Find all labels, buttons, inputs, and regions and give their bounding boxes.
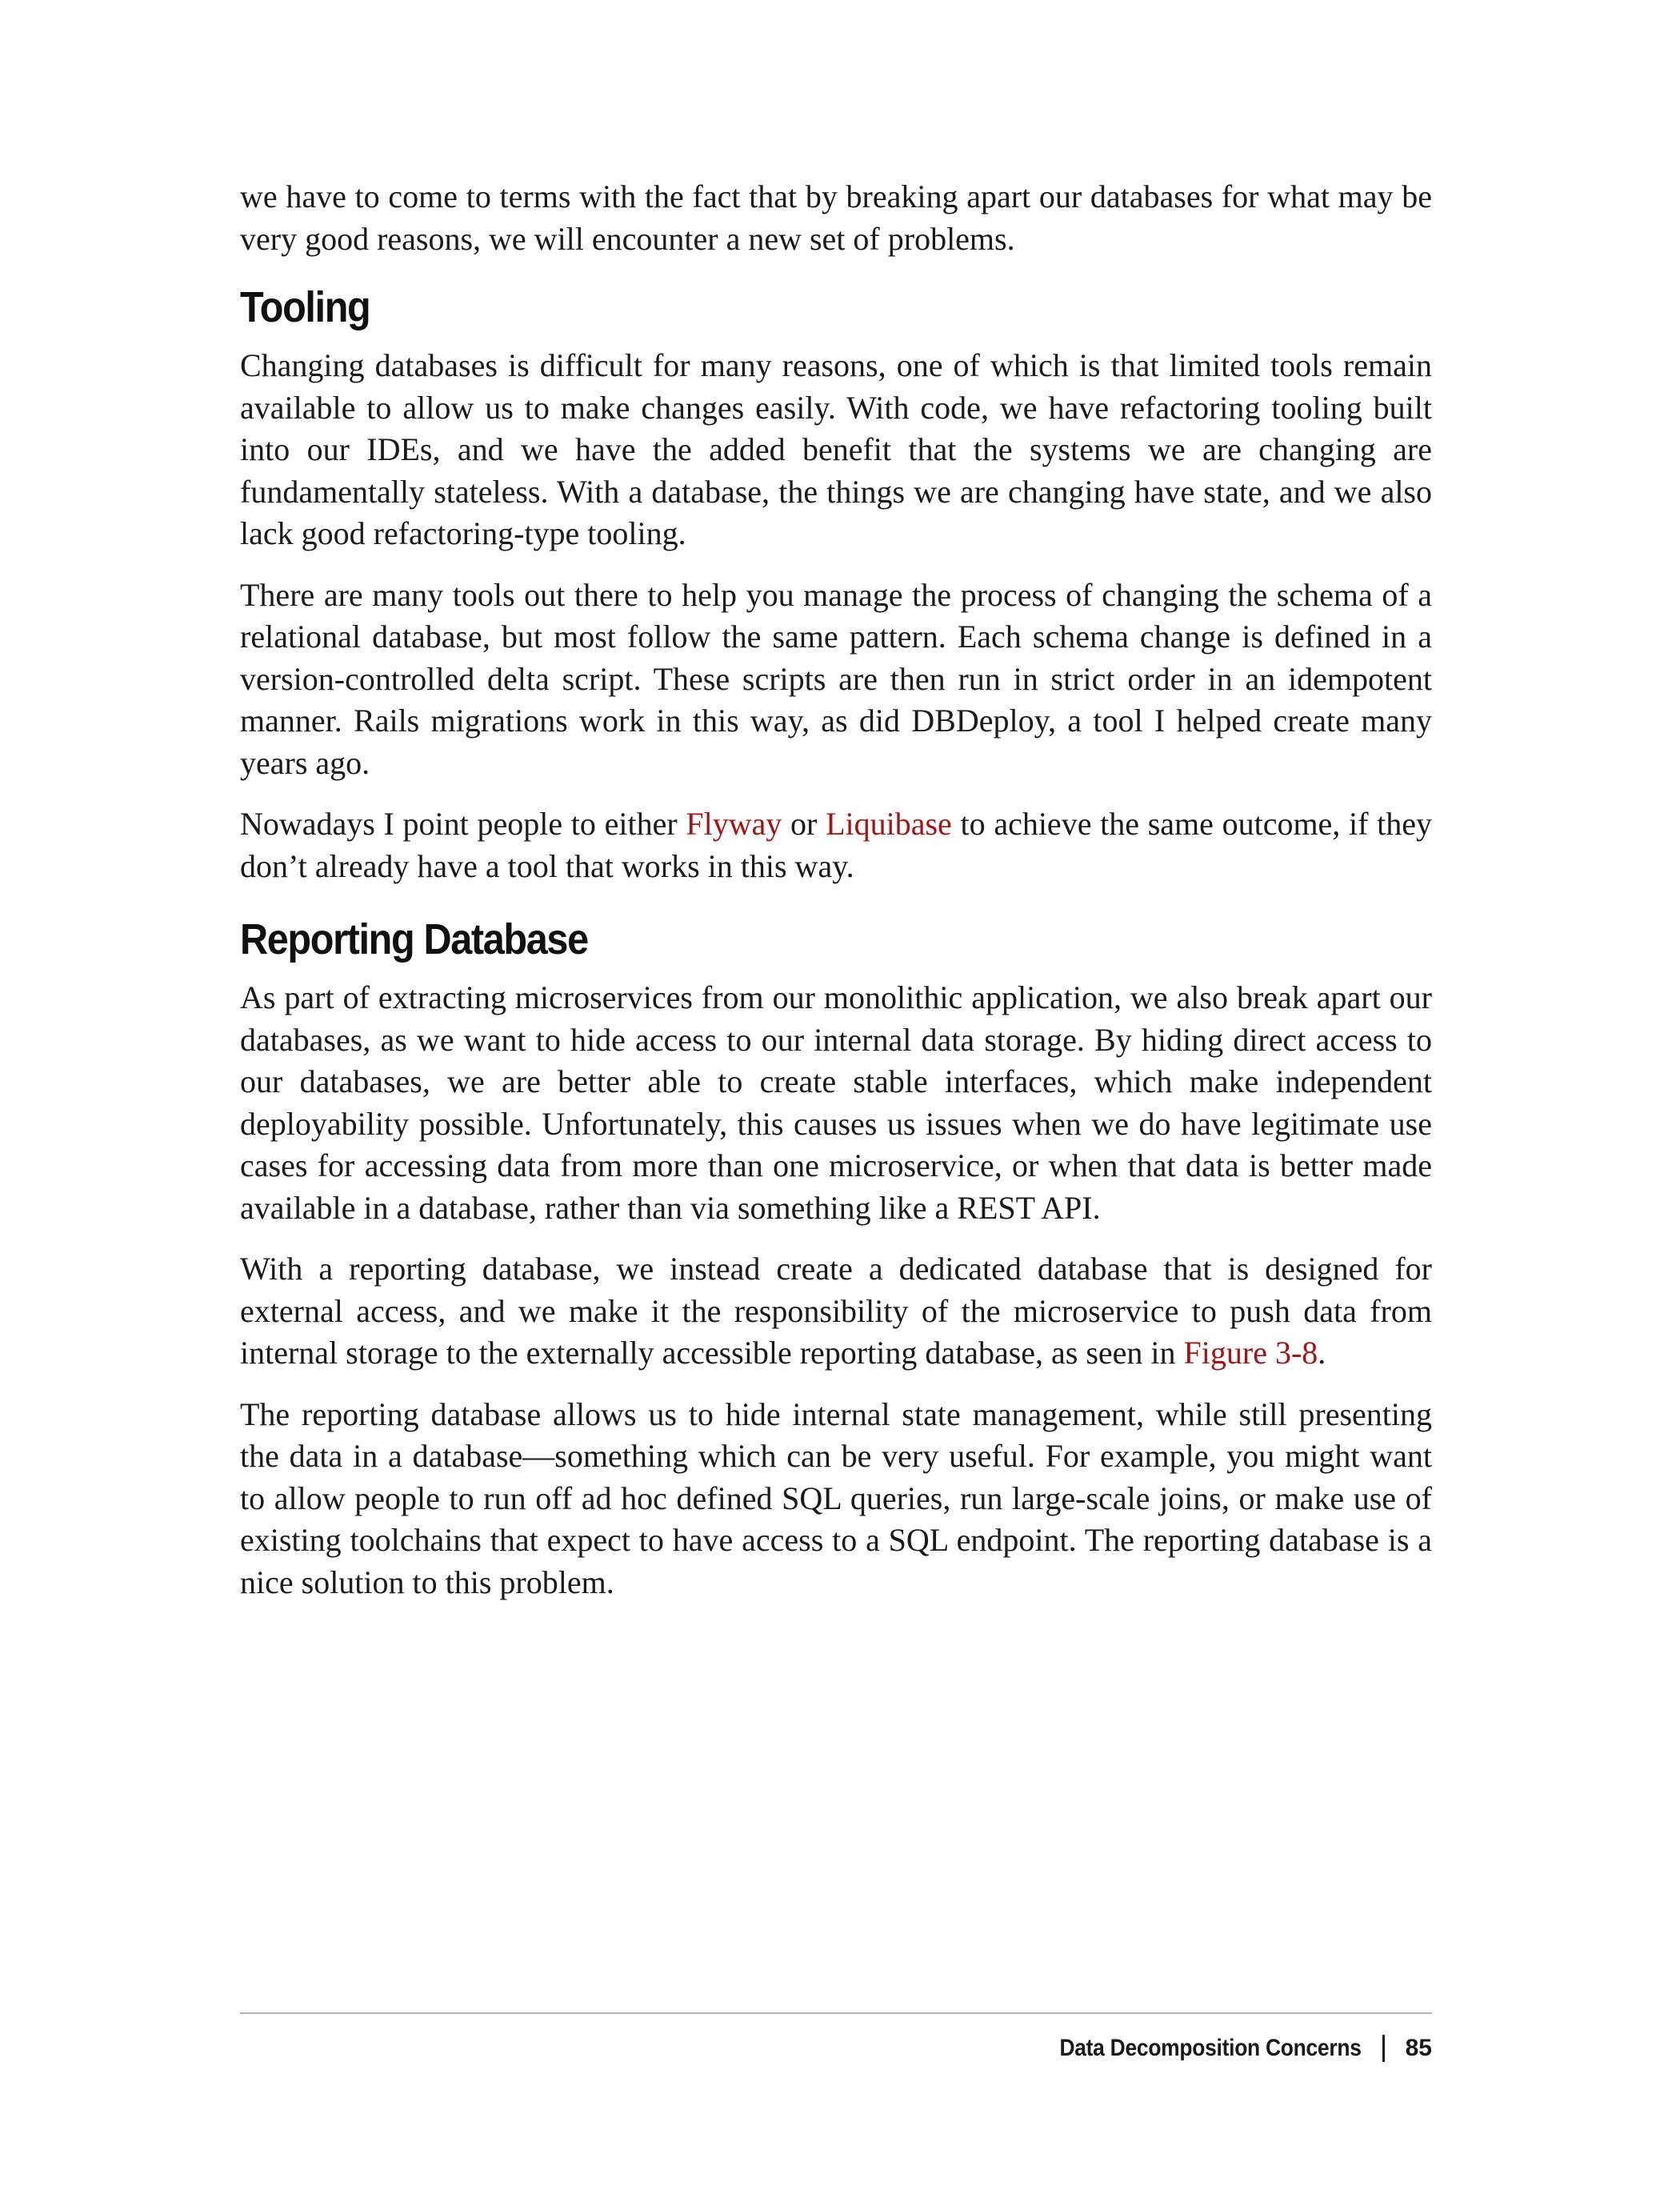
tooling-paragraph-3: [240, 803, 1432, 887]
tooling-p3-text-between: or: [782, 806, 826, 842]
reporting-paragraph-3: The reporting database allows us to hide internal state management, while still presenting the data in a database—something which can be very useful. For example, you might want to allow people to run off ad hoc defined SQL queries, run large-scale joins, or make use of existing toolchains that expect to have access to a SQL endpoint. The reporting database is a nice solution to this problem.: [240, 1395, 1432, 1600]
tooling-heading: Tooling: [240, 283, 370, 331]
page-footer: [1018, 2028, 1432, 2068]
reporting-paragraph-2: [240, 1248, 1432, 1375]
reporting-paragraph-1: As part of extracting microservices from our monolithic application, we also break apart our databases, as we want to hide access to our internal data storage. By hiding direct access to our databases, we are better able to create stable interfaces, which make independent deployability possible. Unfortunately, this causes us issues when we do have legitimate use cases for accessing data from more than one microservice, or when that data is better made available in a database, rather than via something like a REST API.: [240, 979, 1432, 1226]
reporting-p2-text-after: .: [1318, 1335, 1326, 1371]
footer-section-title: Data Decomposition Concerns: [1059, 2035, 1362, 2061]
page-content: [240, 176, 1432, 1623]
flyway-link[interactable]: Flyway: [686, 806, 782, 842]
tooling-p3-text-after: to achieve the same outcome, if they don’t already have a tool that works in this way.: [240, 806, 1433, 884]
intro-paragraph: we have to come to terms with the fact that by breaking apart our databases for what may be very good reasons, we will encounter a new set of problems.: [240, 178, 1432, 257]
page-number: 85: [1405, 2035, 1432, 2061]
footer-divider: [240, 2012, 1432, 2014]
liquibase-link[interactable]: Liquibase: [826, 806, 952, 842]
reporting-database-heading: Reporting Database: [240, 915, 588, 963]
figure-3-8-link[interactable]: Figure 3-8: [1183, 1335, 1318, 1371]
tooling-paragraph-1: Changing databases is difficult for many reasons, one of which is that limited tools remain available to allow us to make changes easily. With code, we have refactoring tooling built into our IDEs, and we have the added benefit that the systems we are changing are fundamentally stateless. With a database, the things we are changing have state, and we also lack good refactoring-type tooling.: [240, 347, 1432, 551]
footer-separator: [1382, 2035, 1385, 2062]
tooling-p3-text-before: Nowadays I point people to either: [240, 806, 686, 842]
tooling-paragraph-2: There are many tools out there to help you manage the process of changing the schema of a relational database, but most follow the same pattern. Each schema change is defined in a version-controlled delta script. These scripts are then run in strict order in an idempotent manner. Rails migrations work in this way, as did DBDeploy, a tool I helped create many years ago.: [240, 576, 1432, 781]
reporting-p2-text-before: With a reporting database, we instead create a dedicated database that is designed for external access, and we make it the responsibility of the microservice to push data from internal storage to the externally accessible reporting database, as seen in: [240, 1251, 1432, 1371]
